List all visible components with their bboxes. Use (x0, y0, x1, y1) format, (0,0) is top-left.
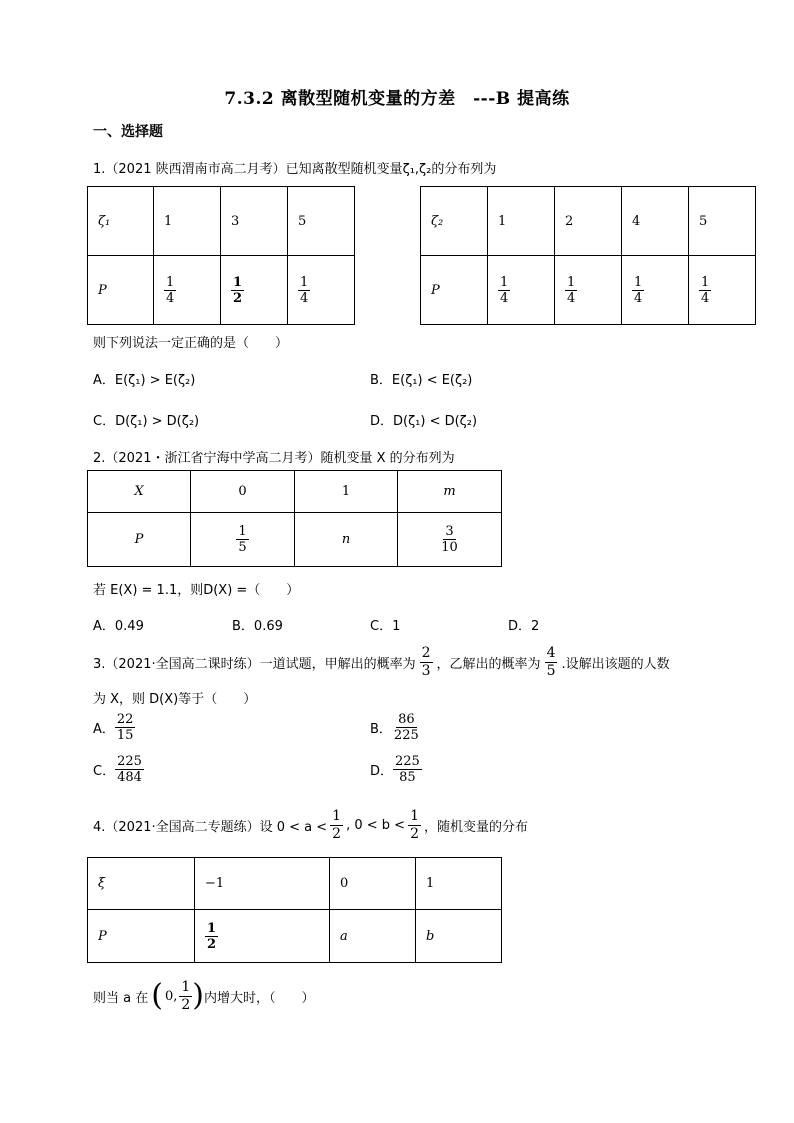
q4-stem-part: ，随机变量的分布 (424, 819, 529, 835)
q3-option-b[interactable]: B． $\frac{86}{225}$ (370, 712, 419, 743)
q3-option-d[interactable]: D． $\frac{225}{85}$ (370, 754, 420, 785)
q3-option-c[interactable]: C． $\frac{225}{484}$ (93, 754, 142, 785)
left-paren-icon: ( (151, 978, 163, 1013)
q1-table-zeta2 (420, 186, 756, 325)
q4-prob: a (330, 910, 416, 963)
q1-table-zeta1 (87, 186, 355, 325)
document-title: 7.3.2 离散型随机变量的方差 ---B 提高练 (224, 89, 570, 109)
section-heading: 一、选择题 (93, 124, 163, 140)
q1-option-b[interactable]: B．E(ζ₁) < E(ζ₂) (370, 373, 473, 388)
q2-stem: 2.（2021・浙江省宁海中学高二月考）随机变量 X 的分布列为 (93, 451, 455, 466)
q2-option-a[interactable]: A．0.49 (93, 619, 144, 634)
q2-prob: $\frac{1}{5}$ (191, 513, 295, 567)
q1-t2-value: 4 (622, 187, 689, 256)
q4-frac-b: $\frac{1}{2}$ (410, 807, 419, 842)
q4-interval-right: $\frac{1}{2}$ (181, 978, 191, 1013)
q2-value: 1 (295, 471, 398, 513)
q1-t2-prob: $\frac{1}{4}$ (689, 256, 756, 325)
q3-stem-part: ，乙解出的概率为 (436, 656, 541, 672)
q1-option-c[interactable]: C．D(ζ₁) > D(ζ₂) (93, 414, 200, 429)
q1-t1-prob: $\frac{1}{2}$ (221, 256, 288, 325)
q4-prob: $\frac{1}{2}$ (195, 910, 330, 963)
q1-t2-p-label: P (421, 256, 488, 325)
q2-value: 0 (191, 471, 295, 513)
right-paren-icon: ) (192, 978, 204, 1013)
q4-p-label: P (88, 910, 195, 963)
q1-t1-p-label: P (88, 256, 154, 325)
q1-option-d[interactable]: D．D(ζ₁) < D(ζ₂) (370, 414, 478, 429)
q3-line2: 为 X，则 D(X)等于（ ） (93, 692, 257, 707)
q4-question (93, 976, 315, 1016)
q4-var: ξ (88, 858, 195, 910)
q2-var: X (88, 471, 191, 513)
q2-option-b[interactable]: B．0.69 (232, 619, 283, 634)
q1-t2-value: 1 (488, 187, 555, 256)
q2-question: 若 E(X) = 1.1，则D(X) =（ ） (93, 583, 300, 598)
q4-question-part: 内增大时，（ ） (204, 990, 315, 1006)
q4-table (87, 857, 502, 963)
q1-t1-var: ζ₁ (88, 187, 154, 256)
q4-value: −1 (195, 858, 330, 910)
q1-t1-prob: $\frac{1}{4}$ (154, 256, 221, 325)
q2-table (87, 470, 502, 567)
q4-value: 0 (330, 858, 416, 910)
q3-stem-part: 3.（2021·全国高二课时练）一道试题，甲解出的概率为 (93, 656, 416, 672)
q1-t1-value: 1 (154, 187, 221, 256)
q2-prob: $\frac{3}{10}$ (398, 513, 502, 567)
q4-interval-left: 0, (164, 988, 178, 1004)
q3-prob-jia: $\frac{2}{3}$ (421, 644, 431, 679)
q1-stem: 1.（2021 陕西渭南市高二月考）已知离散型随机变量ζ₁,ζ₂的分布列为 (93, 162, 497, 177)
q3-option-a[interactable]: A． $\frac{22}{15}$ (93, 712, 134, 743)
q1-t2-var: ζ₂ (421, 187, 488, 256)
q1-t2-prob: $\frac{1}{4}$ (622, 256, 689, 325)
q1-option-a[interactable]: A．E(ζ₁) > E(ζ₂) (93, 373, 196, 388)
q3-stem-part: .设解出该题的人数 (561, 656, 670, 672)
q1-t2-prob: $\frac{1}{4}$ (555, 256, 622, 325)
q4-value: 1 (416, 858, 502, 910)
q3-prob-yi: $\frac{4}{5}$ (546, 644, 556, 679)
q2-p-label: P (88, 513, 191, 567)
q2-option-c[interactable]: C．1 (370, 619, 401, 634)
q1-question: 则下列说法一定正确的是（ ） (93, 336, 289, 351)
q4-frac-a: $\frac{1}{2}$ (332, 807, 342, 842)
q1-t1-prob: $\frac{1}{4}$ (288, 256, 355, 325)
q4-question-part: 则当 a 在 (93, 990, 149, 1006)
q1-t1-value: 5 (288, 187, 355, 256)
q4-stem-part: 4.（2021·全国高二专题练）设 0 < a < (93, 819, 328, 835)
q2-option-d[interactable]: D．2 (508, 619, 540, 634)
q4-prob: b (416, 910, 502, 963)
q1-t1-value: 3 (221, 187, 288, 256)
q1-t2-value: 2 (555, 187, 622, 256)
q1-t2-prob: $\frac{1}{4}$ (488, 256, 555, 325)
q1-t2-value: 5 (689, 187, 756, 256)
q2-value: m (398, 471, 502, 513)
q2-prob: n (295, 513, 398, 567)
q4-stem-part: , 0 < b < (346, 817, 406, 833)
q4-stem (93, 805, 528, 845)
q3-stem (93, 642, 670, 682)
